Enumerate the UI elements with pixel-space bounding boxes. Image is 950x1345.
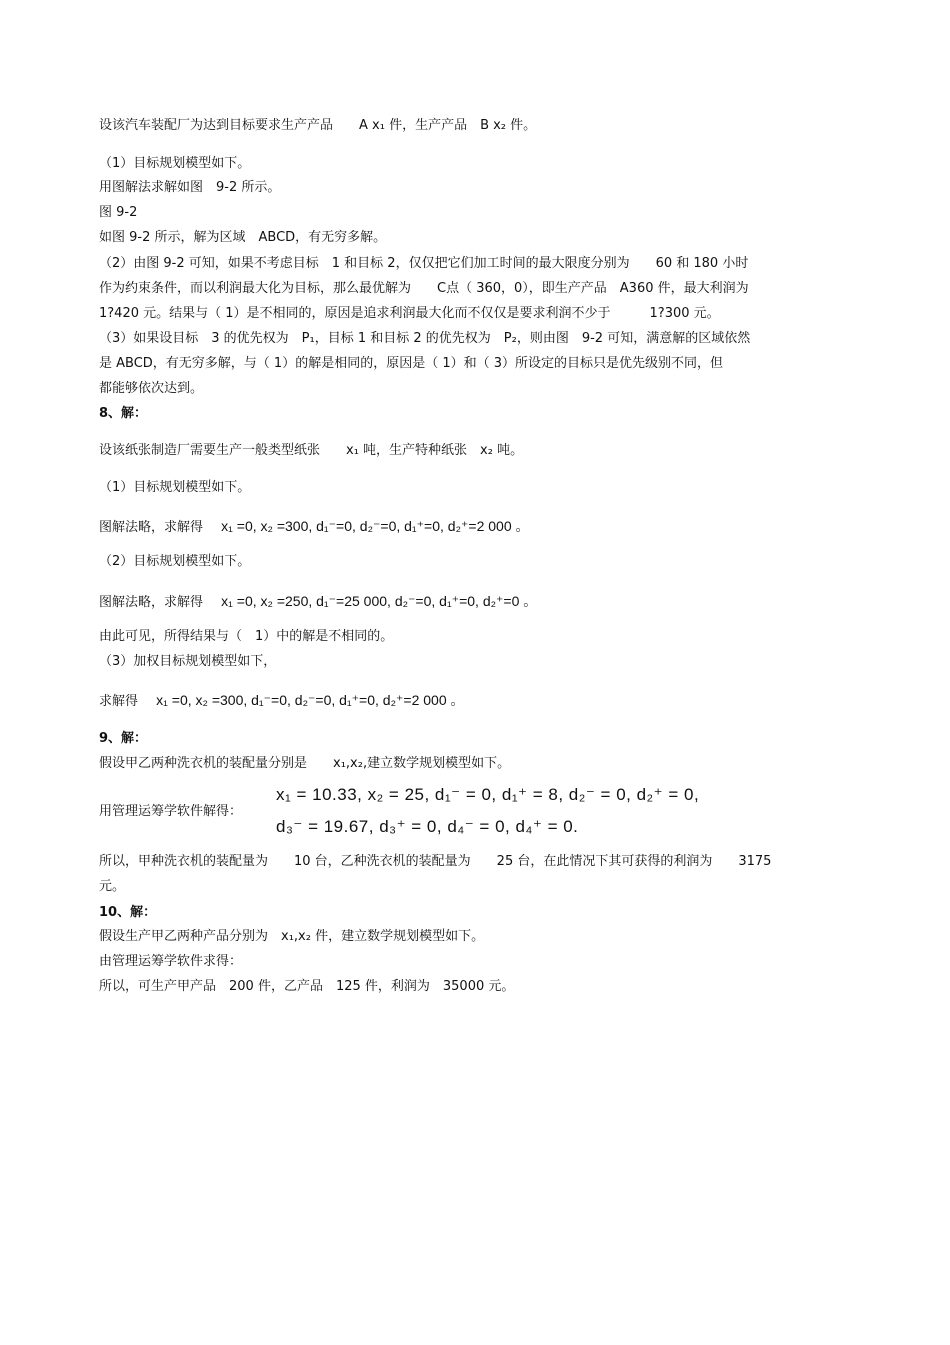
- problem10-heading: 10、解：: [99, 905, 157, 920]
- solution-label: 图解法略，求解得: [99, 595, 204, 610]
- part2-paragraph-line1: （2）由图 9-2 可知，如果不考虑目标 1 和目标 2，仅仅把它们加工时间的最大限度分别为 60 和 180 小时: [99, 256, 749, 271]
- part2-paragraph-line3: 1?420 元。结果与（ 1）是不相同的，原因是追求利润最大化而不仅仅是要求利润不少于 1?300 元。: [99, 306, 720, 321]
- solution-region-text: 如图 9-2 所示，解为区域 ABCD，有无穷多解。: [99, 230, 387, 245]
- problem9-assumption: 假设甲乙两种洗衣机的装配量分别是 x₁,x₂,建立数学规划模型如下。: [99, 756, 511, 771]
- software-result-label: 用管理运筹学软件解得：: [99, 804, 243, 819]
- problem8-part1-heading: （1）目标规划模型如下。: [99, 480, 251, 495]
- software-result-line1: x₁ = 10.33, x₂ = 25, d₁⁻ = 0, d₁⁺ = 8, d₂⁻ = 0, d₂⁺ = 0,: [276, 785, 700, 804]
- problem7-assumption: 设该汽车装配厂为达到目标要求生产产品 A x₁ 件，生产产品 B x₂ 件。: [99, 118, 537, 133]
- problem8-part2-solution: [99, 593, 537, 611]
- solution-label: 求解得: [99, 694, 139, 709]
- part1-heading: （1）目标规划模型如下。: [99, 156, 251, 171]
- problem10-assumption: 假设生产甲乙两种产品分别为 x₁,x₂ 件，建立数学规划模型如下。: [99, 929, 485, 944]
- solution-label: 图解法略，求解得: [99, 520, 204, 535]
- part3-paragraph-line2: 是 ABCD，有无穷多解，与（ 1）的解是相同的，原因是（ 1）和（ 3）所设定的目标只是优先级别不同，但: [99, 356, 724, 371]
- comparison-text: 由此可见，所得结果与（ 1）中的解是不相同的。: [99, 629, 394, 644]
- solution-math: x₁ =0, x₂ =300, d₁⁻=0, d₂⁻=0, d₁⁺=0, d₂⁺=2 000 。: [221, 518, 530, 534]
- problem8-part1-solution: [99, 518, 530, 536]
- problem9-heading: 9、解：: [99, 731, 148, 746]
- software-result-text: 由管理运筹学软件求得：: [99, 954, 243, 969]
- problem8-part2-heading: （2）目标规划模型如下。: [99, 554, 251, 569]
- part3-paragraph-line1: （3）如果设目标 3 的优先权为 P₁，目标 1 和目标 2 的优先权为 P₂，则由图 9-2 可知，满意解的区域依然: [99, 331, 751, 346]
- solution-math: x₁ =0, x₂ =300, d₁⁻=0, d₂⁻=0, d₁⁺=0, d₂⁺=2 000 。: [156, 692, 465, 708]
- problem8-part3-solution: [99, 692, 465, 710]
- graphical-method-text: 用图解法求解如图 9-2 所示。: [99, 180, 281, 195]
- problem9-conclusion-line1: 所以，甲种洗衣机的装配量为 10 台，乙种洗衣机的装配量为 25 台，在此情况下其可获得的利润为 3175: [99, 854, 772, 869]
- part2-paragraph-line2: 作为约束条件，而以利润最大化为目标，那么最优解为 C点（ 360，0），即生产产品 A360 件，最大利润为: [99, 281, 749, 296]
- problem8-part3-heading: （3）加权目标规划模型如下，: [99, 654, 277, 669]
- problem9-conclusion-line2: 元。: [99, 879, 126, 894]
- software-result-line2: d₃⁻ = 19.67, d₃⁺ = 0, d₄⁻ = 0, d₄⁺ = 0.: [276, 817, 579, 836]
- part3-paragraph-line3: 都能够依次达到。: [99, 381, 204, 396]
- problem8-heading: 8、解：: [99, 406, 148, 421]
- figure-caption: 图 9-2: [99, 205, 138, 220]
- solution-math: x₁ =0, x₂ =250, d₁⁻=25 000, d₂⁻=0, d₁⁺=0, d₂⁺=0 。: [221, 593, 538, 609]
- problem8-assumption: 设该纸张制造厂需要生产一般类型纸张 x₁ 吨，生产特种纸张 x₂ 吨。: [99, 443, 524, 458]
- problem10-conclusion: 所以，可生产甲产品 200 件，乙产品 125 件，利润为 35000 元。: [99, 979, 515, 994]
